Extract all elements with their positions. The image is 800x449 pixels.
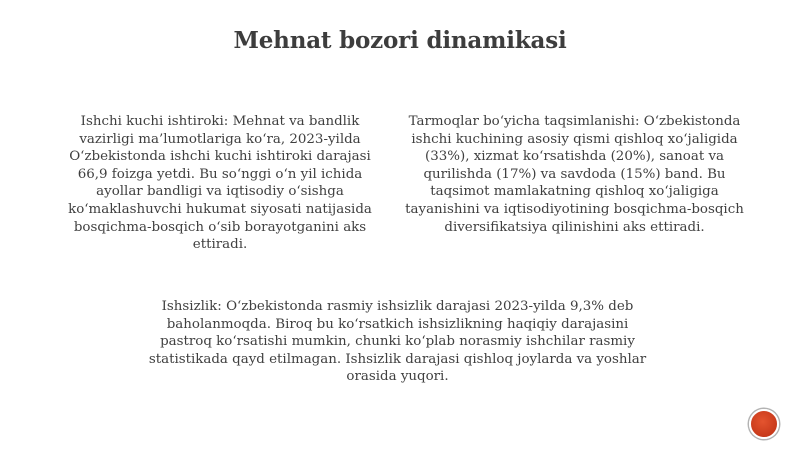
paragraph-unemployment: Ishsizlik: O‘zbekistonda rasmiy ishsizlik darajasi 2023-yilda 9,3% deb baholanmoqda. Biroq bu ko‘rsatkich ishsizlikning haqiqiy darajasini pastroq ko‘rsatishi mumkin, chunki ko‘plab norasmiy ishchilar rasmiy statistikada qayd etilmagan. Ishsizlik darajasi qishloq joylarda va yoshlar orasida yuqori. bbox=[148, 299, 647, 385]
paragraph-sectoral-distribution: Tarmoqlar bo‘yicha taqsimlanishi: O‘zbekistonda ishchi kuchining asosiy qismi qishloq xo‘jaligida (33%), xizmat ko‘rsatishda (20%), sanoat va qurilishda (17%) va savdoda (15%) band. Bu taqsimot mamlakatning qishloq xo‘jaligiga tayanishini va iqtisodiyotining bosqichma-bosqich diversifikatsiya qilinishini aks ettiradi. bbox=[405, 114, 744, 235]
slide-title: Mehnat bozori dinamikasi bbox=[233, 27, 567, 54]
next-slide-circle-icon[interactable] bbox=[749, 409, 779, 439]
paragraph-labor-participation: Ishchi kuchi ishtiroki: Mehnat va bandlik vazirligi ma’lumotlariga ko‘ra, 2023-yilda O‘zbekistonda ishchi kuchi ishtiroki darajasi 66,9 foizga yetdi. Bu so‘nggi o‘n yil ichida ayollar bandligi va iqtisodiy o‘sishga ko‘maklashuvchi hukumat siyosati natijasida bosqichma-bosqich o‘sib borayotganini aks ettiradi. bbox=[68, 114, 372, 253]
